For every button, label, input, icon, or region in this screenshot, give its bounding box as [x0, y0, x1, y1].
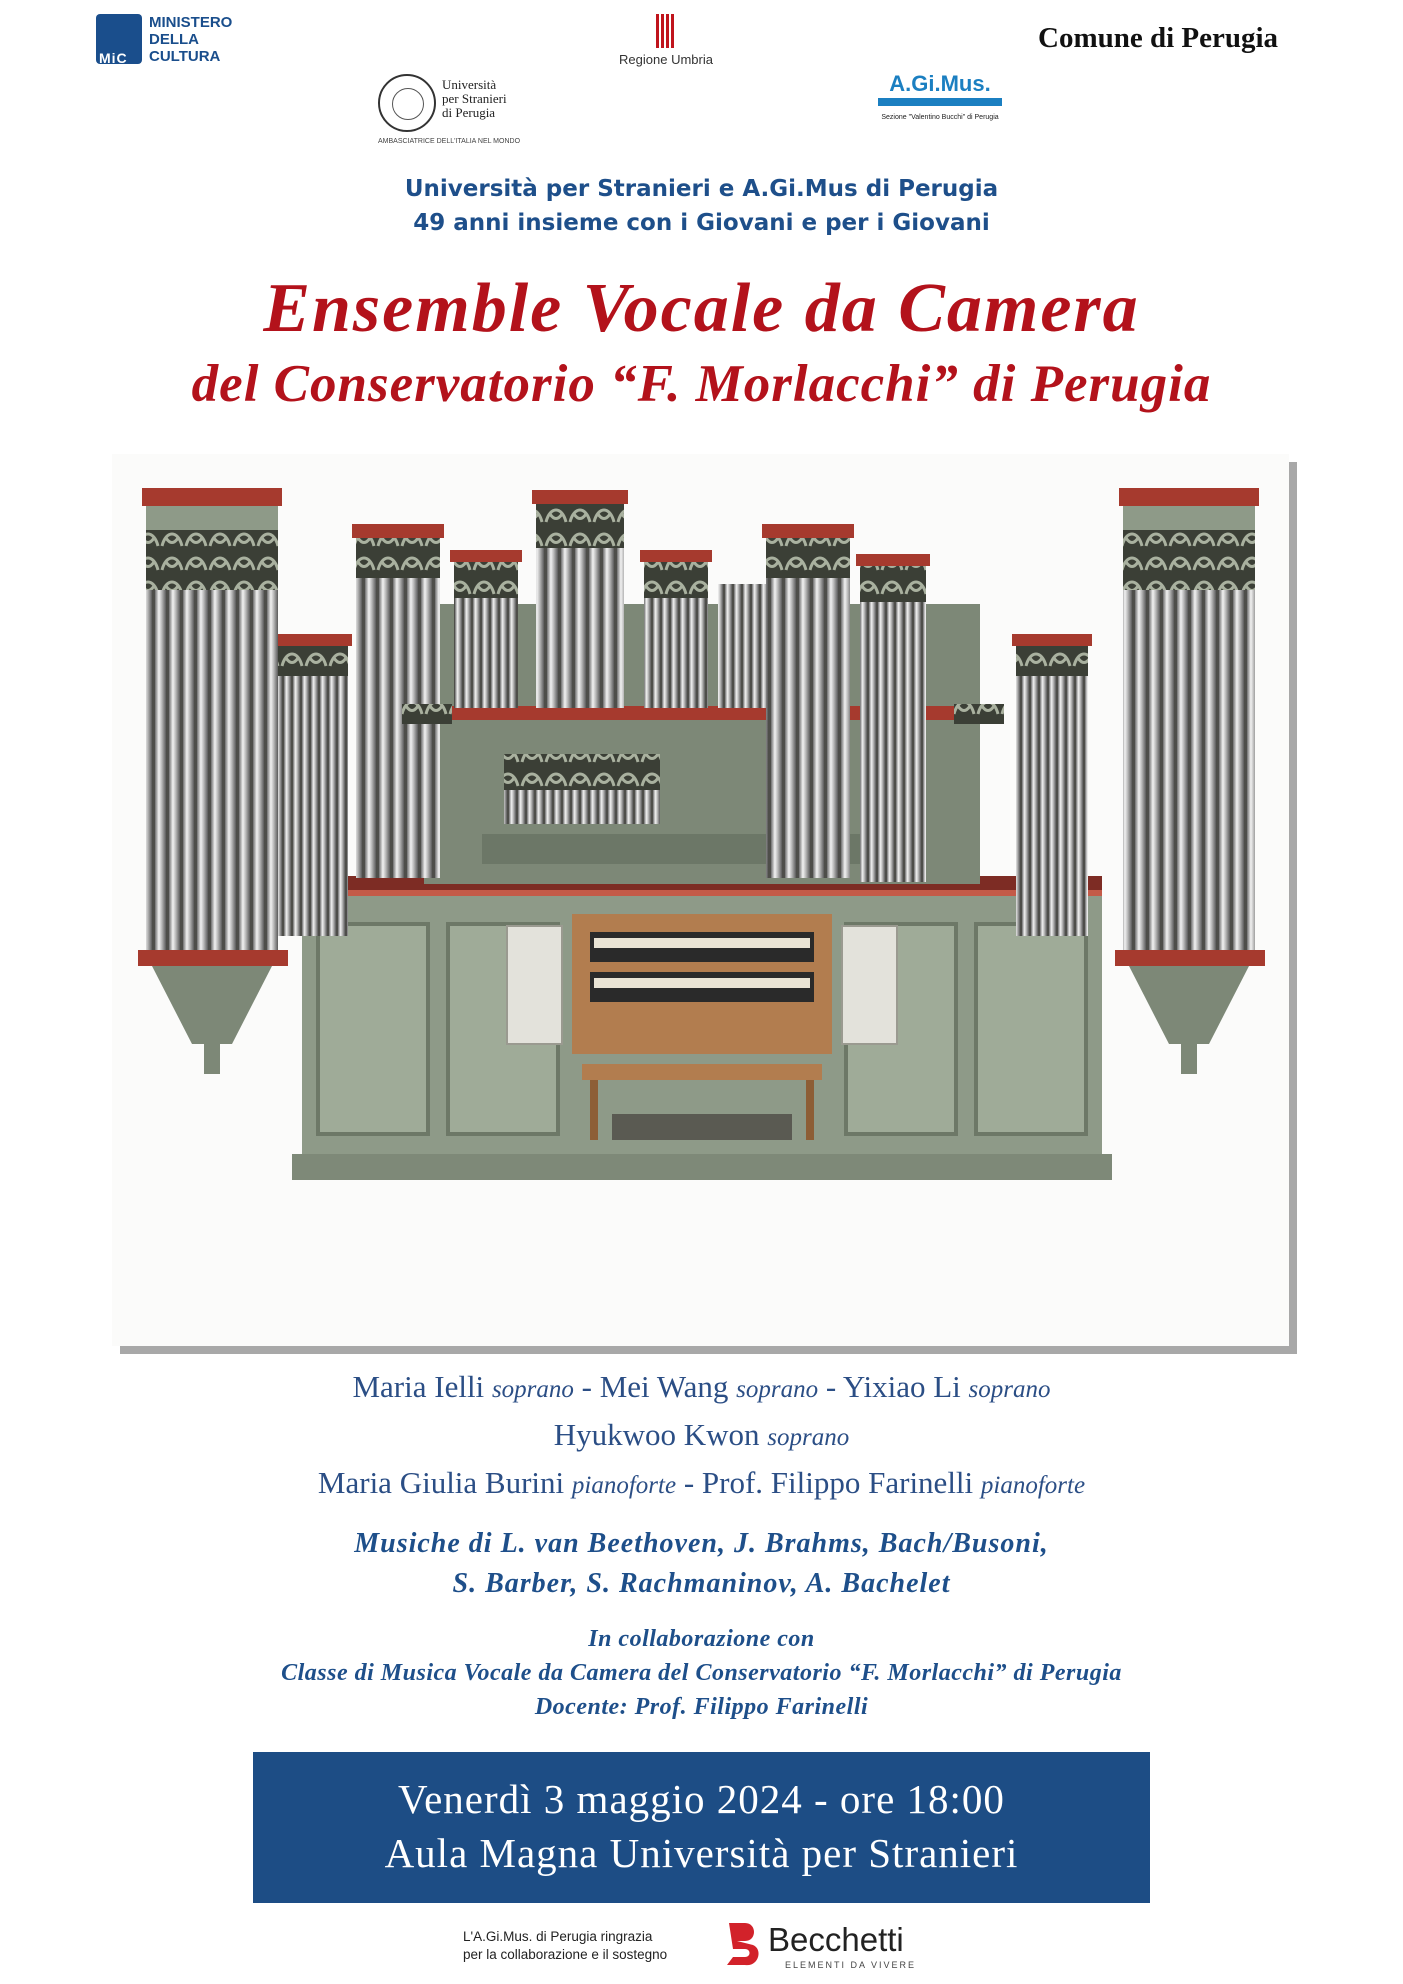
performers-line-1: Maria Ielli soprano - Mei Wang soprano - Yixiao Li soprano — [352, 1369, 1051, 1404]
music-line-1: Musiche di L. van Beethoven, J. Brahms, Bach/Busoni, — [354, 1528, 1049, 1559]
performer-name: Yixiao Li — [842, 1369, 961, 1404]
sponsor-thanks — [463, 1928, 667, 1964]
organ-illustration — [112, 454, 1289, 1346]
music-line-2: S. Barber, S. Rachmaninov, A. Bachelet — [452, 1568, 951, 1599]
title-line-1: Ensemble Vocale da Camera — [263, 270, 1140, 347]
performer-role: soprano — [491, 1376, 574, 1403]
ministry-logo — [96, 14, 256, 70]
regione-umbria-logo — [606, 14, 726, 74]
performer-role: soprano — [968, 1376, 1051, 1403]
performer-name: Prof. Filippo Farinelli — [701, 1465, 974, 1500]
performer-role: pianoforte — [571, 1472, 677, 1499]
event-venue: Aula Magna Università per Stranieri — [384, 1830, 1019, 1876]
ministry-line: CULTURA — [149, 48, 221, 65]
unistra-logo — [378, 74, 528, 148]
performer-role: soprano — [736, 1376, 819, 1403]
performers-line-3: Maria Giulia Burini pianoforte - Prof. Filippo Farinelli pianoforte — [317, 1465, 1086, 1500]
performer-role: pianoforte — [980, 1472, 1086, 1499]
becchetti-logo — [723, 1915, 933, 1975]
unistra-line: per Stranieri — [442, 91, 507, 106]
performer-name: Mei Wang — [599, 1369, 729, 1404]
intro-line-2: 49 anni insieme con i Giovani e per i Giovani — [413, 210, 990, 236]
unistra-line: Università — [442, 77, 497, 92]
thanks-line-1: L'A.Gi.Mus. di Perugia ringrazia — [463, 1929, 653, 1944]
unistra-name — [442, 78, 507, 120]
collaboration-note — [0, 1622, 1403, 1724]
ministry-line: DELLA — [149, 31, 199, 48]
event-date-box — [253, 1752, 1150, 1903]
agimus-subtitle: Sezione "Valentino Bucchi" di Perugia — [881, 114, 999, 121]
umbria-mark-icon — [656, 14, 676, 48]
performers-list — [0, 1364, 1403, 1508]
performer-name: Maria Giulia Burini — [317, 1465, 565, 1500]
agimus-bar — [878, 98, 1002, 106]
becchetti-mark-icon — [723, 1919, 763, 1969]
intro-text — [0, 172, 1403, 240]
ministry-line: MINISTERO — [149, 14, 233, 31]
comune-label: Comune di Perugia — [1038, 22, 1279, 54]
unistra-seal-icon — [378, 74, 436, 132]
music-program — [0, 1524, 1403, 1604]
region-name: Regione Umbria — [619, 52, 713, 67]
sponsor-name: Becchetti — [768, 1921, 904, 1958]
event-datetime: Venerdì 3 maggio 2024 - ore 18:00 — [398, 1776, 1005, 1822]
agimus-logo — [870, 72, 1010, 148]
thanks-line-2: per la collaborazione e il sostegno — [463, 1947, 668, 1962]
ministry-name — [149, 14, 232, 65]
organ-photo — [112, 454, 1289, 1346]
ministry-mark: MiC — [99, 50, 128, 66]
collab-line-2: Classe di Musica Vocale da Camera del Conservatorio “F. Morlacchi” di Perugia — [281, 1660, 1122, 1686]
event-title — [0, 270, 1403, 420]
collab-line-3: Docente: Prof. Filippo Farinelli — [534, 1694, 869, 1720]
performer-name: Hyukwoo Kwon — [553, 1417, 760, 1452]
performer-name: Maria Ielli — [352, 1369, 485, 1404]
title-line-2: del Conservatorio “F. Morlacchi” di Perugia — [191, 355, 1212, 413]
unistra-subtitle: AMBASCIATRICE DELL'ITALIA NEL MONDO — [378, 138, 521, 145]
intro-line-1: Università per Stranieri e A.Gi.Mus di Perugia — [404, 176, 999, 202]
collab-line-1: In collaborazione con — [588, 1626, 815, 1652]
sponsor-tagline: ELEMENTI DA VIVERE — [785, 1960, 917, 1970]
agimus-name: A.Gi.Mus. — [889, 71, 991, 96]
performer-role: soprano — [767, 1424, 850, 1451]
performers-line-2 — [0, 1412, 1403, 1460]
unistra-line: di Perugia — [442, 105, 496, 120]
